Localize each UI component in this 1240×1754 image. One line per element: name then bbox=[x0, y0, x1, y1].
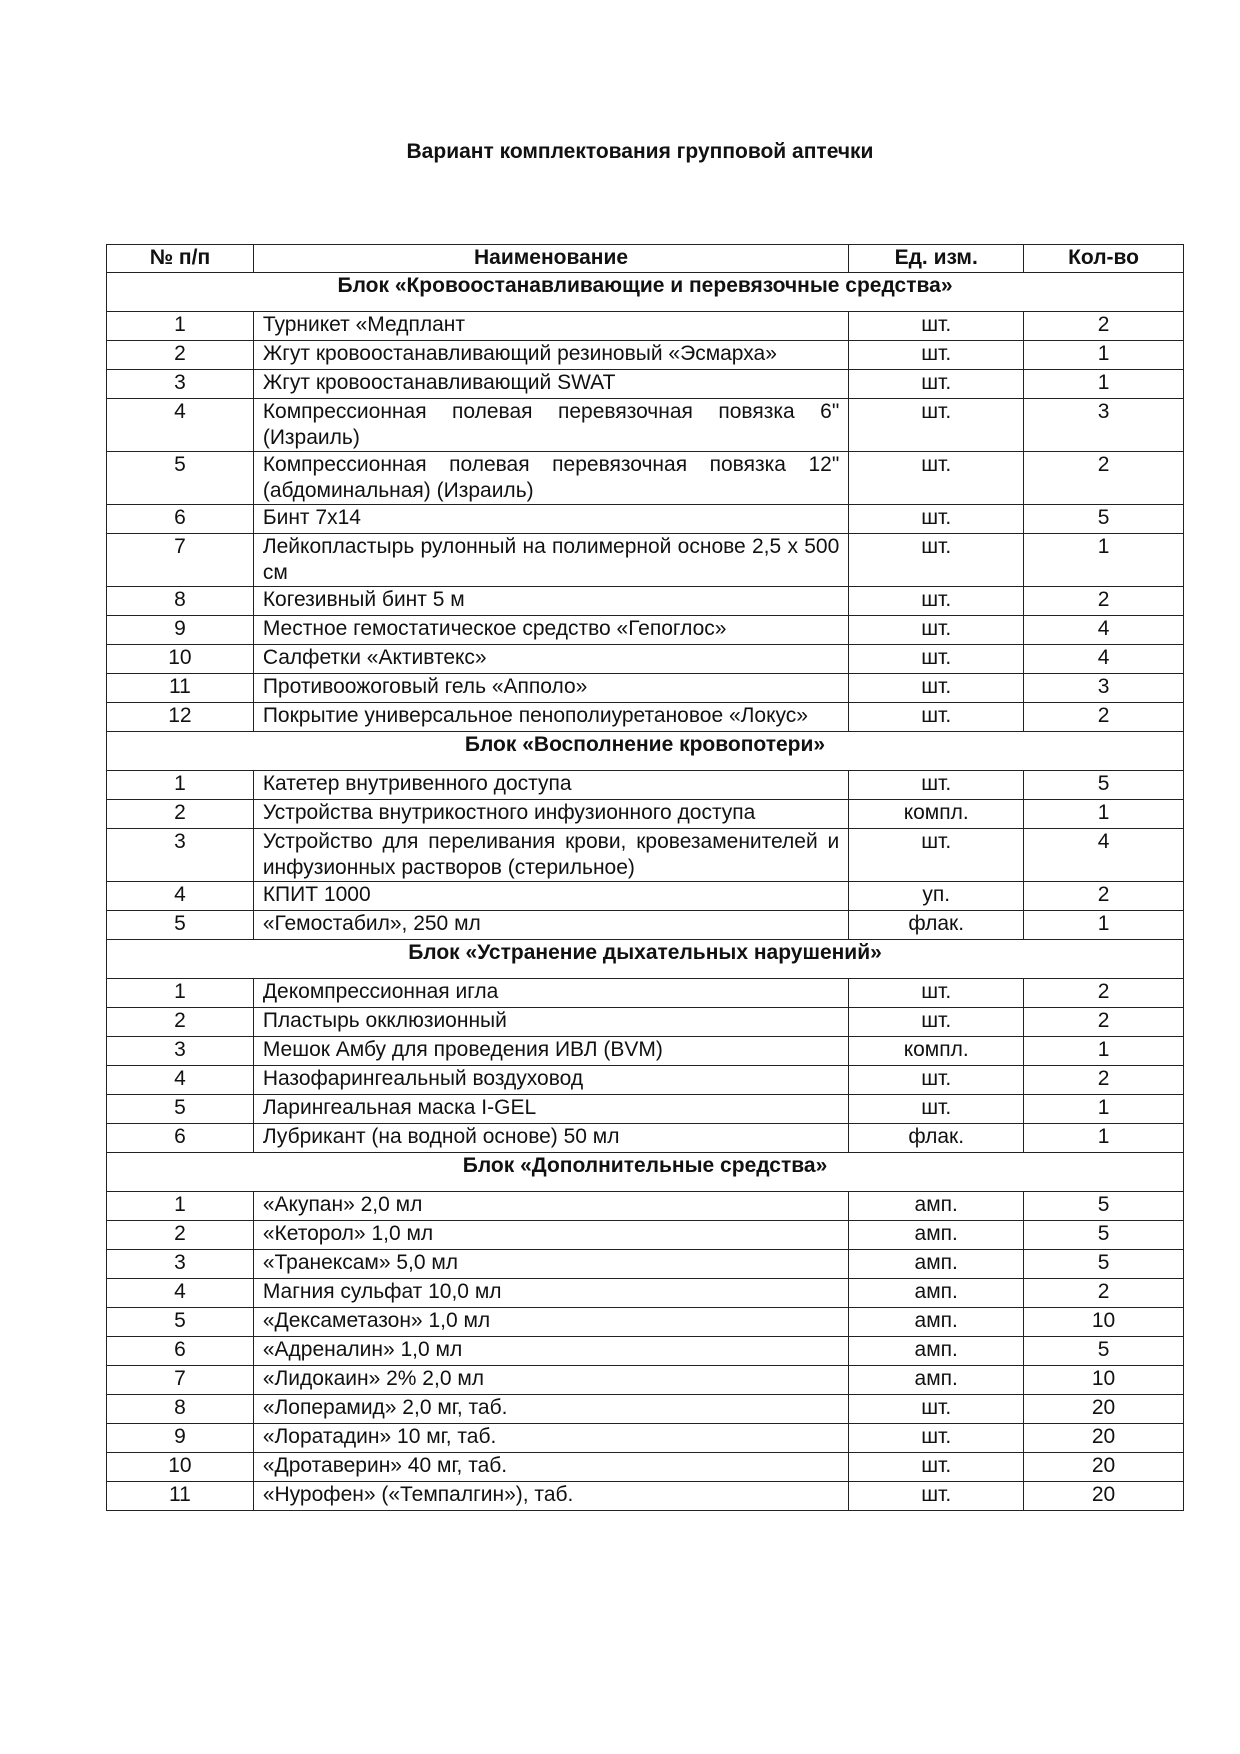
item-name: Компрессионная полевая перевязочная повязка 6" (Израиль) bbox=[253, 399, 848, 452]
column-header-name: Наименование bbox=[253, 245, 848, 273]
item-number: 3 bbox=[107, 829, 254, 882]
table-row bbox=[107, 616, 1184, 645]
item-name: Покрытие универсальное пенополиуретановое «Локус» bbox=[253, 703, 848, 732]
item-unit: амп. bbox=[849, 1337, 1024, 1366]
item-quantity: 1 bbox=[1024, 1037, 1184, 1066]
item-name: Компрессионная полевая перевязочная повязка 12" (абдоминальная) (Израиль) bbox=[253, 452, 848, 505]
item-unit: шт. bbox=[849, 1424, 1024, 1453]
section-row bbox=[107, 732, 1184, 771]
item-unit: уп. bbox=[849, 882, 1024, 911]
item-unit: шт. bbox=[849, 1008, 1024, 1037]
item-unit: шт. bbox=[849, 312, 1024, 341]
table-row bbox=[107, 703, 1184, 732]
item-number: 1 bbox=[107, 771, 254, 800]
item-name: «Акупан» 2,0 мл bbox=[253, 1192, 848, 1221]
table-row bbox=[107, 1221, 1184, 1250]
item-quantity: 5 bbox=[1024, 1192, 1184, 1221]
item-quantity: 4 bbox=[1024, 616, 1184, 645]
item-name: Противоожоговый гель «Апполо» bbox=[253, 674, 848, 703]
item-number: 10 bbox=[107, 645, 254, 674]
item-unit: шт. bbox=[849, 1066, 1024, 1095]
item-quantity: 1 bbox=[1024, 370, 1184, 399]
item-number: 3 bbox=[107, 370, 254, 399]
table-row bbox=[107, 1337, 1184, 1366]
item-number: 5 bbox=[107, 911, 254, 940]
item-unit: шт. bbox=[849, 452, 1024, 505]
item-name: «Дротаверин» 40 мг, таб. bbox=[253, 1453, 848, 1482]
table-row bbox=[107, 645, 1184, 674]
item-quantity: 4 bbox=[1024, 829, 1184, 882]
item-unit: амп. bbox=[849, 1366, 1024, 1395]
item-number: 11 bbox=[107, 674, 254, 703]
table-row bbox=[107, 1008, 1184, 1037]
item-name: Декомпрессионная игла bbox=[253, 979, 848, 1008]
item-name: Турникет «Медплант bbox=[253, 312, 848, 341]
item-unit: шт. bbox=[849, 1453, 1024, 1482]
table-row bbox=[107, 1192, 1184, 1221]
item-number: 11 bbox=[107, 1482, 254, 1511]
item-name: «Гемостабил», 250 мл bbox=[253, 911, 848, 940]
item-number: 9 bbox=[107, 1424, 254, 1453]
item-quantity: 20 bbox=[1024, 1482, 1184, 1511]
item-unit: флак. bbox=[849, 1124, 1024, 1153]
item-name: Лубрикант (на водной основе) 50 мл bbox=[253, 1124, 848, 1153]
item-quantity: 1 bbox=[1024, 911, 1184, 940]
table-row bbox=[107, 1366, 1184, 1395]
item-unit: флак. bbox=[849, 911, 1024, 940]
item-name: Устройства внутрикостного инфузионного доступа bbox=[253, 800, 848, 829]
item-quantity: 2 bbox=[1024, 882, 1184, 911]
item-number: 12 bbox=[107, 703, 254, 732]
item-unit: шт. bbox=[849, 979, 1024, 1008]
table-row bbox=[107, 1124, 1184, 1153]
item-number: 4 bbox=[107, 882, 254, 911]
item-name: «Лоперамид» 2,0 мг, таб. bbox=[253, 1395, 848, 1424]
column-header-qty: Кол-во bbox=[1024, 245, 1184, 273]
item-quantity: 2 bbox=[1024, 312, 1184, 341]
item-name: КПИТ 1000 bbox=[253, 882, 848, 911]
item-quantity: 2 bbox=[1024, 1066, 1184, 1095]
item-unit: шт. bbox=[849, 341, 1024, 370]
item-number: 7 bbox=[107, 534, 254, 587]
item-quantity: 5 bbox=[1024, 1221, 1184, 1250]
table-row bbox=[107, 979, 1184, 1008]
item-number: 3 bbox=[107, 1037, 254, 1066]
item-unit: шт. bbox=[849, 703, 1024, 732]
item-number: 5 bbox=[107, 452, 254, 505]
kit-table bbox=[106, 244, 1184, 1511]
table-row bbox=[107, 882, 1184, 911]
column-header-num: № п/п bbox=[107, 245, 254, 273]
item-number: 4 bbox=[107, 1279, 254, 1308]
table-row bbox=[107, 505, 1184, 534]
column-header-unit: Ед. изм. bbox=[849, 245, 1024, 273]
item-name: «Нурофен» («Темпалгин»), таб. bbox=[253, 1482, 848, 1511]
section-title: Блок «Устранение дыхательных нарушений» bbox=[107, 940, 1184, 979]
item-quantity: 3 bbox=[1024, 674, 1184, 703]
item-quantity: 2 bbox=[1024, 587, 1184, 616]
item-number: 4 bbox=[107, 399, 254, 452]
item-name: Пластырь окклюзионный bbox=[253, 1008, 848, 1037]
section-title: Блок «Дополнительные средства» bbox=[107, 1153, 1184, 1192]
table-header-row bbox=[107, 245, 1184, 273]
table-row bbox=[107, 534, 1184, 587]
table-row bbox=[107, 1066, 1184, 1095]
table-row bbox=[107, 674, 1184, 703]
item-number: 10 bbox=[107, 1453, 254, 1482]
item-number: 2 bbox=[107, 341, 254, 370]
item-name: Лейкопластырь рулонный на полимерной основе 2,5 х 500 см bbox=[253, 534, 848, 587]
item-number: 8 bbox=[107, 1395, 254, 1424]
item-number: 7 bbox=[107, 1366, 254, 1395]
item-number: 2 bbox=[107, 800, 254, 829]
page-title: Вариант комплектования групповой аптечки bbox=[406, 140, 874, 163]
item-number: 4 bbox=[107, 1066, 254, 1095]
table-row bbox=[107, 370, 1184, 399]
item-quantity: 10 bbox=[1024, 1308, 1184, 1337]
item-unit: компл. bbox=[849, 800, 1024, 829]
item-quantity: 1 bbox=[1024, 1124, 1184, 1153]
item-quantity: 20 bbox=[1024, 1395, 1184, 1424]
item-number: 8 bbox=[107, 587, 254, 616]
item-quantity: 3 bbox=[1024, 399, 1184, 452]
table-row bbox=[107, 587, 1184, 616]
item-quantity: 2 bbox=[1024, 979, 1184, 1008]
item-quantity: 2 bbox=[1024, 703, 1184, 732]
item-unit: амп. bbox=[849, 1250, 1024, 1279]
table-row bbox=[107, 1279, 1184, 1308]
item-number: 2 bbox=[107, 1008, 254, 1037]
item-quantity: 20 bbox=[1024, 1453, 1184, 1482]
table-row bbox=[107, 452, 1184, 505]
section-row bbox=[107, 940, 1184, 979]
table-row bbox=[107, 1095, 1184, 1124]
section-title: Блок «Кровоостанавливающие и перевязочные средства» bbox=[107, 273, 1184, 312]
item-quantity: 2 bbox=[1024, 452, 1184, 505]
item-quantity: 2 bbox=[1024, 1279, 1184, 1308]
item-name: Местное гемостатическое средство «Гепоглос» bbox=[253, 616, 848, 645]
section-title: Блок «Восполнение кровопотери» bbox=[107, 732, 1184, 771]
table-row bbox=[107, 1037, 1184, 1066]
item-unit: шт. bbox=[849, 399, 1024, 452]
item-name: Назофарингеальный воздуховод bbox=[253, 1066, 848, 1095]
item-name: «Кеторол» 1,0 мл bbox=[253, 1221, 848, 1250]
table-row bbox=[107, 829, 1184, 882]
item-number: 6 bbox=[107, 505, 254, 534]
item-name: Мешок Амбу для проведения ИВЛ (BVM) bbox=[253, 1037, 848, 1066]
table-row bbox=[107, 800, 1184, 829]
table-row bbox=[107, 341, 1184, 370]
table-row bbox=[107, 312, 1184, 341]
item-unit: шт. bbox=[849, 771, 1024, 800]
item-number: 1 bbox=[107, 1192, 254, 1221]
section-row bbox=[107, 273, 1184, 312]
section-row bbox=[107, 1153, 1184, 1192]
table-body bbox=[107, 273, 1184, 1511]
item-unit: шт. bbox=[849, 1395, 1024, 1424]
item-unit: амп. bbox=[849, 1221, 1024, 1250]
item-quantity: 1 bbox=[1024, 1095, 1184, 1124]
item-name: Ларингеальная маска I-GEL bbox=[253, 1095, 848, 1124]
item-quantity: 1 bbox=[1024, 800, 1184, 829]
item-unit: шт. bbox=[849, 370, 1024, 399]
table-row bbox=[107, 911, 1184, 940]
item-unit: шт. bbox=[849, 645, 1024, 674]
item-unit: шт. bbox=[849, 1482, 1024, 1511]
item-number: 6 bbox=[107, 1124, 254, 1153]
item-name: Устройство для переливания крови, кровезаменителей и инфузионных растворов (стерильное) bbox=[253, 829, 848, 882]
item-unit: шт. bbox=[849, 616, 1024, 645]
table-row bbox=[107, 1395, 1184, 1424]
item-name: «Лидокаин» 2% 2,0 мл bbox=[253, 1366, 848, 1395]
item-unit: шт. bbox=[849, 505, 1024, 534]
item-unit: компл. bbox=[849, 1037, 1024, 1066]
item-name: Жгут кровоостанавливающий резиновый «Эсмарха» bbox=[253, 341, 848, 370]
item-number: 6 bbox=[107, 1337, 254, 1366]
item-quantity: 5 bbox=[1024, 1250, 1184, 1279]
item-name: Магния сульфат 10,0 мл bbox=[253, 1279, 848, 1308]
item-number: 9 bbox=[107, 616, 254, 645]
table-row bbox=[107, 771, 1184, 800]
table-row bbox=[107, 1250, 1184, 1279]
item-quantity: 1 bbox=[1024, 341, 1184, 370]
item-unit: шт. bbox=[849, 534, 1024, 587]
item-name: «Лоратадин» 10 мг, таб. bbox=[253, 1424, 848, 1453]
item-quantity: 2 bbox=[1024, 1008, 1184, 1037]
table-row bbox=[107, 1308, 1184, 1337]
item-quantity: 10 bbox=[1024, 1366, 1184, 1395]
item-name: «Адреналин» 1,0 мл bbox=[253, 1337, 848, 1366]
item-number: 3 bbox=[107, 1250, 254, 1279]
table-row bbox=[107, 1482, 1184, 1511]
item-quantity: 5 bbox=[1024, 771, 1184, 800]
item-number: 2 bbox=[107, 1221, 254, 1250]
item-unit: амп. bbox=[849, 1192, 1024, 1221]
item-name: Жгут кровоостанавливающий SWAT bbox=[253, 370, 848, 399]
item-number: 5 bbox=[107, 1095, 254, 1124]
item-name: «Дексаметазон» 1,0 мл bbox=[253, 1308, 848, 1337]
item-name: Когезивный бинт 5 м bbox=[253, 587, 848, 616]
item-name: Катетер внутривенного доступа bbox=[253, 771, 848, 800]
item-unit: шт. bbox=[849, 1095, 1024, 1124]
table-row bbox=[107, 1424, 1184, 1453]
table-row bbox=[107, 399, 1184, 452]
item-quantity: 4 bbox=[1024, 645, 1184, 674]
item-quantity: 20 bbox=[1024, 1424, 1184, 1453]
item-unit: амп. bbox=[849, 1308, 1024, 1337]
item-quantity: 5 bbox=[1024, 505, 1184, 534]
item-number: 1 bbox=[107, 312, 254, 341]
item-quantity: 1 bbox=[1024, 534, 1184, 587]
item-unit: амп. bbox=[849, 1279, 1024, 1308]
item-name: Салфетки «Активтекс» bbox=[253, 645, 848, 674]
item-unit: шт. bbox=[849, 674, 1024, 703]
table-row bbox=[107, 1453, 1184, 1482]
item-name: Бинт 7х14 bbox=[253, 505, 848, 534]
item-unit: шт. bbox=[849, 587, 1024, 616]
item-name: «Транексам» 5,0 мл bbox=[253, 1250, 848, 1279]
item-unit: шт. bbox=[849, 829, 1024, 882]
item-quantity: 5 bbox=[1024, 1337, 1184, 1366]
item-number: 1 bbox=[107, 979, 254, 1008]
item-number: 5 bbox=[107, 1308, 254, 1337]
